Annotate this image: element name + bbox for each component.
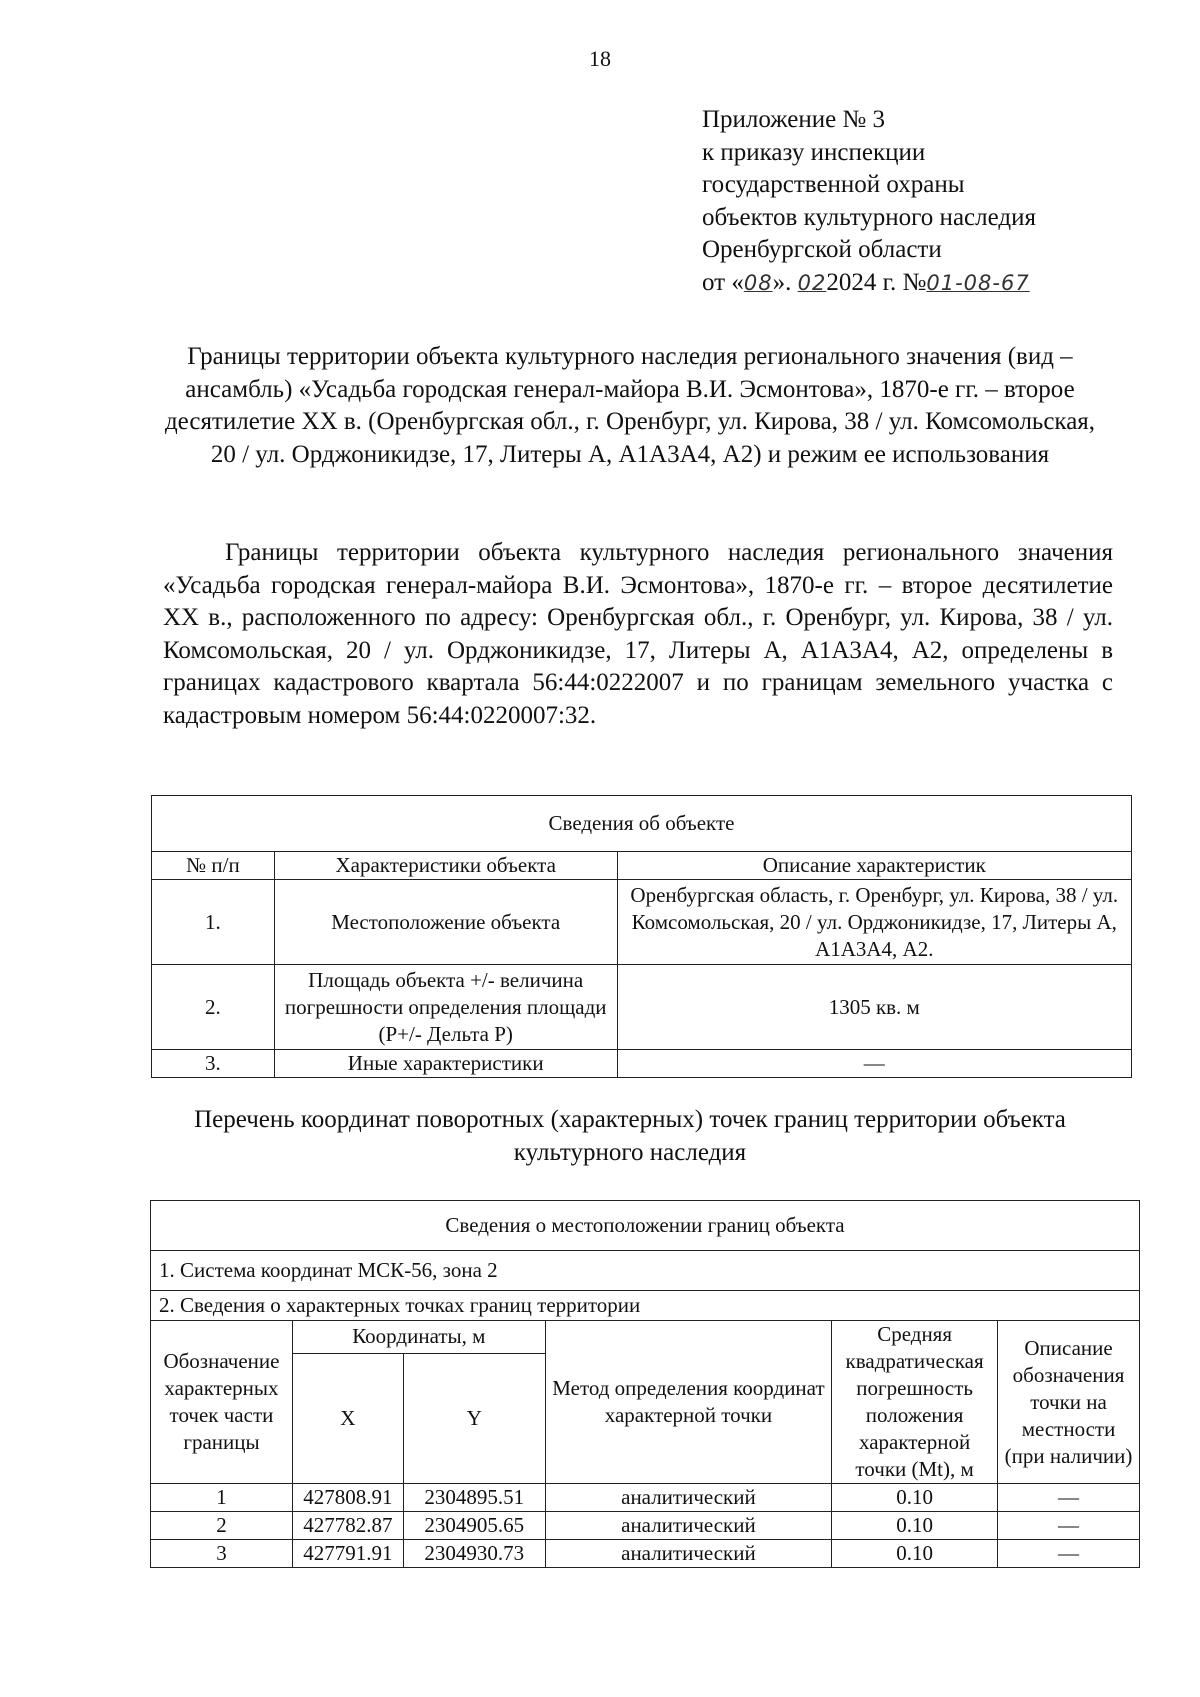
header-point: Обозначение характерных точек части границы — [151, 1321, 293, 1484]
coordinates-caption: Сведения о местоположении границ объекта — [151, 1201, 1140, 1251]
characteristic-desc: — — [617, 1050, 1131, 1078]
method: аналитический — [545, 1484, 831, 1512]
year-text: 2024 г. № — [826, 268, 927, 296]
header-x: X — [292, 1353, 403, 1483]
point-id: 1 — [151, 1484, 293, 1512]
coord-y: 2304905.65 — [403, 1512, 545, 1540]
object-table-header-num: № п/п — [152, 852, 275, 880]
method: аналитический — [545, 1540, 831, 1568]
object-table-header-name: Характеристики объекта — [274, 852, 617, 880]
header-method: Метод определения координат характерной точки — [545, 1321, 831, 1484]
appendix-line-1: Приложение № 3 — [702, 106, 886, 133]
handwritten-order-number: 01-08-67 — [926, 270, 1030, 295]
table-row — [152, 1050, 1132, 1078]
point-id: 3 — [151, 1540, 293, 1568]
points-section-title: 2. Сведения о характерных точках границ территории — [151, 1291, 1140, 1321]
coordinate-system: 1. Система координат МСК-56, зона 2 — [151, 1251, 1140, 1291]
appendix-line-3: государственной охраны — [702, 171, 965, 198]
coordinates-table — [150, 1200, 1140, 1568]
point-description: — — [998, 1484, 1140, 1512]
table-row — [151, 1540, 1140, 1568]
header-error: Средняя квадратическая погрешность положения характерной точки (Mt), м — [832, 1321, 998, 1484]
coord-y: 2304895.51 — [403, 1484, 545, 1512]
point-id: 2 — [151, 1512, 293, 1540]
row-number: 3. — [152, 1050, 275, 1078]
coord-x: 427782.87 — [292, 1512, 403, 1540]
row-number: 1. — [152, 880, 275, 965]
appendix-header — [702, 104, 1036, 299]
header-coordinates: Координаты, м — [292, 1321, 545, 1354]
table-row — [152, 965, 1132, 1050]
body-paragraph: Границы территории объекта культурного наследия регионального значения «Усадьба городская генерал-майора В.И. Эсмонтова», 1870-е гг. – второе десятилетие XX в., расположенного по адресу: Оренбургская обл., г. Оренбург, ул. Кирова, 38 / ул. Комсомольская, 20 / ул. Орджоникидзе, 17, Литеры А, А1А3А4, А2, определены в границах кадастрового квартала 56:44:0222007 и по границам земельного участка с кадастровым номером 56:44:0220007:32. — [163, 539, 1113, 729]
error: 0.10 — [832, 1484, 998, 1512]
point-description: — — [998, 1540, 1140, 1568]
header-y: Y — [403, 1353, 545, 1483]
table-row — [152, 880, 1132, 965]
table-row — [151, 1512, 1140, 1540]
coord-y: 2304930.73 — [403, 1540, 545, 1568]
appendix-line-4: объектов культурного наследия — [702, 203, 1036, 231]
appendix-line-2: к приказу инспекции — [702, 138, 926, 166]
handwritten-month: 02 — [797, 270, 827, 295]
appendix-date-line — [702, 267, 1036, 300]
coord-x: 427791.91 — [292, 1540, 403, 1568]
table-row — [151, 1484, 1140, 1512]
date-prefix: от « — [702, 268, 744, 296]
appendix-line-5: Оренбургской области — [702, 236, 942, 263]
characteristic-desc: Оренбургская область, г. Оренбург, ул. Кирова, 38 / ул. Комсомольская, 20 / ул. Орджоникидзе, 17, Литеры А, А1А3А4, А2. — [617, 880, 1131, 965]
object-table-header-desc: Описание характеристик — [617, 852, 1131, 880]
row-number: 2. — [152, 965, 275, 1050]
coord-x: 427808.91 — [292, 1484, 403, 1512]
page-number: 18 — [589, 46, 611, 71]
header-description: Описание обозначения точки на местности (при наличии) — [998, 1321, 1140, 1484]
characteristic-name: Площадь объекта +/- величина погрешности определения площади (Р+/- Дельта Р) — [274, 965, 617, 1050]
characteristic-name: Иные характеристики — [274, 1050, 617, 1078]
method: аналитический — [545, 1512, 831, 1540]
handwritten-day: 08 — [743, 270, 773, 295]
error: 0.10 — [832, 1512, 998, 1540]
date-mid: ». — [772, 268, 798, 296]
error: 0.10 — [832, 1540, 998, 1568]
characteristic-desc: 1305 кв. м — [617, 965, 1131, 1050]
object-table-caption: Сведения об объекте — [152, 796, 1132, 852]
document-title: Границы территории объекта культурного наследия регионального значения (вид – ансамбль) «Усадьба городская генерал-майора В.И. Эсмонтова», 1870-е гг. – второе десятилетие XX в. (Оренбургская обл., г. Оренбург, ул. Кирова, 38 / ул. Комсомольская, 20 / ул. Орджоникидзе, 17, Литеры А, А1А3А4, А2) и режим ее использования — [164, 343, 1096, 468]
coordinates-title: Перечень координат поворотных (характерных) точек границ территории объекта культурного наследия — [194, 1106, 1066, 1166]
characteristic-name: Местоположение объекта — [274, 880, 617, 965]
object-info-table — [151, 795, 1132, 1078]
point-description: — — [998, 1512, 1140, 1540]
